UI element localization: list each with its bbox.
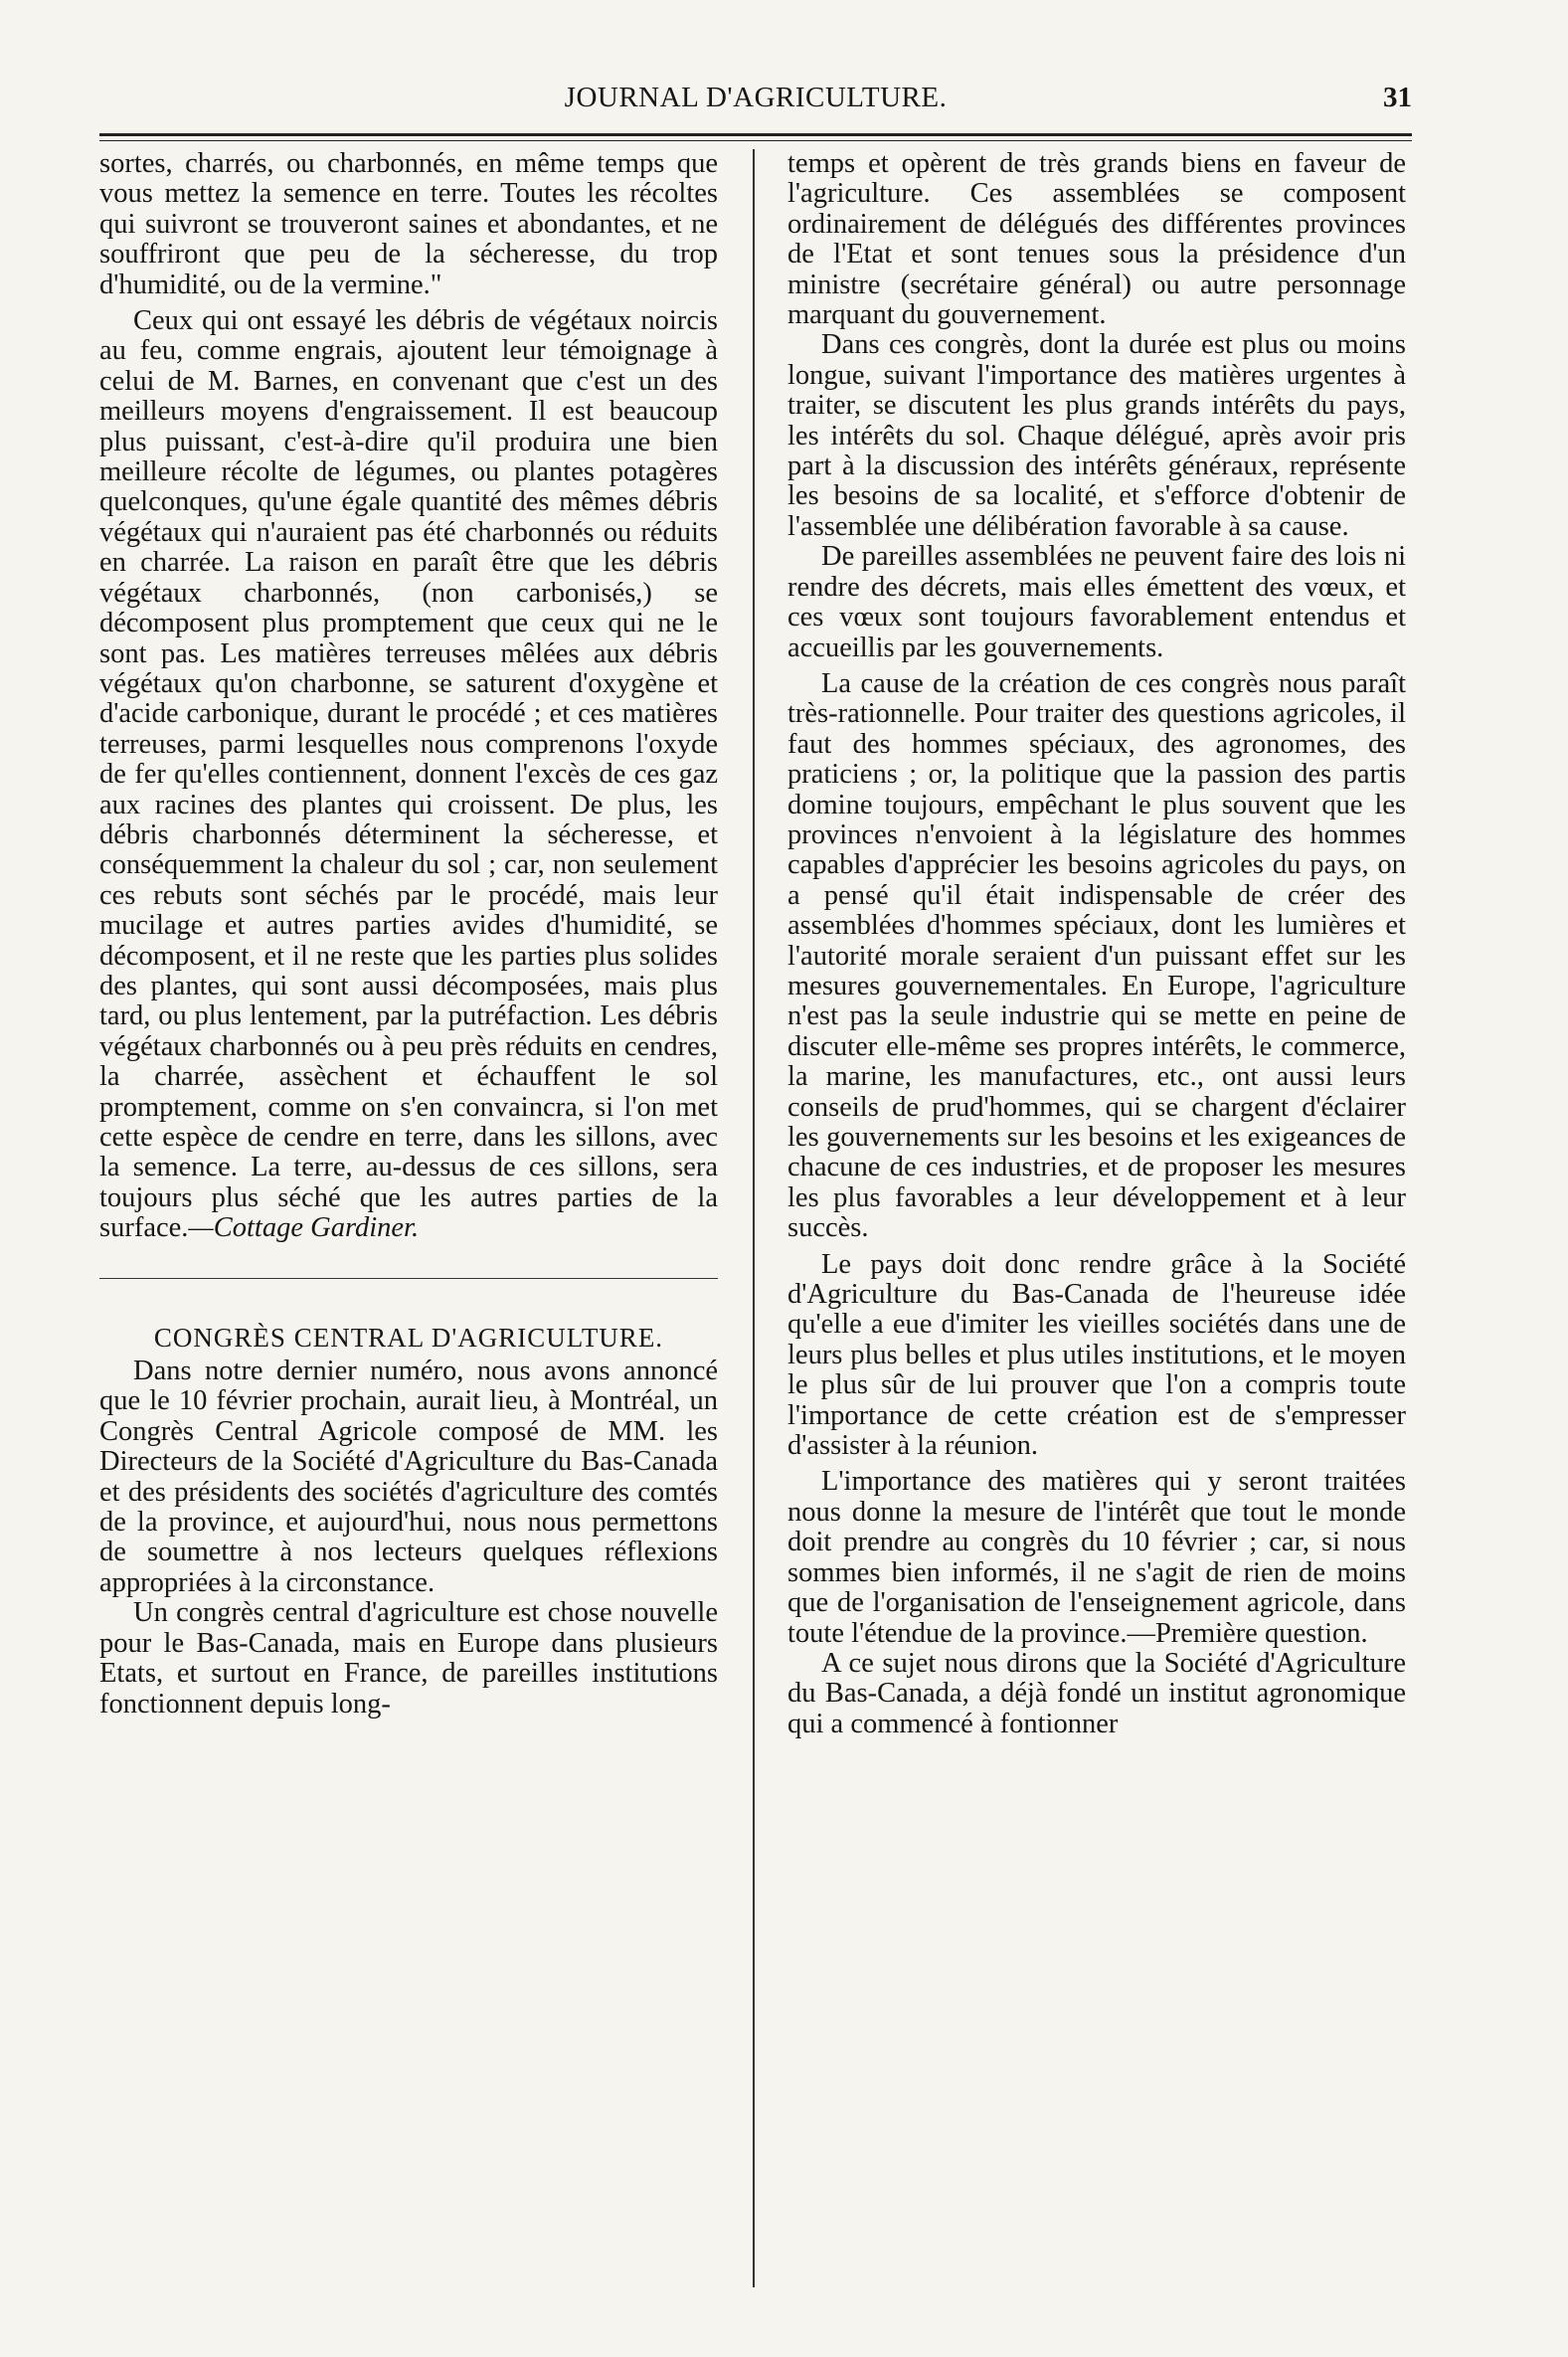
- paragraph: Le pays doit donc rendre grâce à la Société d'Agriculture du Bas-Canada de l'heureuse idée qu'elle a eue d'imiter les vieilles sociétés dans une de leurs plus belles et plus utiles institutions, et le moyen le plus sûr de lui prouver que l'on a compris toute l'importance de cette création est de s'empresser d'assister à la réunion.: [787, 1248, 1406, 1462]
- paragraph: Dans ces congrès, dont la durée est plus ou moins longue, suivant l'importance des matières urgentes à traiter, se discutent les plus grands intérêts du pays, les intérêts du sol. Chaque délégué, après avoir pris part à la discussion des intérêts généraux, représente les besoins de sa localité, et s'efforce d'obtenir de l'assemblée une délibération favorable à sa cause.: [787, 329, 1406, 542]
- page-header: [99, 78, 1412, 117]
- paragraph-text: Ceux qui ont essayé les débris de végétaux noircis au feu, comme engrais, ajoutent leur témoignage à celui de M. Barnes, en convenant que c'est un des meilleurs moyens d'engraissement. Il est beaucoup plus puissant, c'est-à-dire qu'il produira une bien meilleure récolte de légumes, ou plantes potagères quelconques, qu'une égale quantité des mêmes débris végétaux qui n'auraient pas été charbonnés ou réduits en charrée. La raison en paraît être que les débris végétaux charbonnés, (non carbonisés,) se décomposent plus promptement que ceux qui ne le sont pas. Les matières terreuses mêlées aux débris végétaux qu'on charbonne, se saturent d'oxygène et d'acide carbonique, durant le procédé ; et ces matières terreuses, parmi lesquelles nous comprenons l'oxyde de fer qu'elles contiennent, donnent l'excès de ces gaz aux racines des plantes qui croissent. De plus, les débris charbonnés déterminent la sécheresse, et conséquemment la chaleur du sol ; car, non seulement ces rebuts sont séchés par le procédé, mais leur mucilage et autres parties avides d'humidité, se décomposent, et il ne reste que les parties plus solides des plantes, qui sont aussi décomposées, mais plus tard, ou plus lentement, par la putréfaction. Les débris végétaux charbonnés ou à peu près réduits en cendres, la charrée, assèchent et échauffent le sol promptement, comme on s'en convaincra, si l'on met cette espèce de cendre en terre, dans les sillons, avec la semence. La terre, au-dessus de ces sillons, sera toujours plus séché que les autres parties de la surface.: [99, 305, 718, 1244]
- paragraph: sortes, charrés, ou charbonnés, en même temps que vous mettez la semence en terre. Toutes les récoltes qui suivront se trouveront saines et abondantes, et ne souffriront que peu de la sécheresse, du trop d'humidité, ou de la vermine.": [99, 149, 718, 300]
- left-column: [99, 149, 718, 2287]
- paragraph: La cause de la création de ces congrès nous paraît très-rationnelle. Pour traiter des questions agricoles, il faut des hommes spéciaux, des agronomes, des praticiens ; or, la politique que la passion des partis domine toujours, empêchant le plus souvent que les provinces n'envoient à la législature des hommes capables d'apprécier les besoins agricoles du pays, on a pensé qu'il était indispensable de créer des assemblées d'hommes spéciaux, dont les lumières et l'autorité morale seraient d'un puissant effet sur les mesures gouvernementales. En Europe, l'agriculture n'est pas la seule industrie qui se mette en peine de discuter elle-même ses propres intérêts, le commerce, la marine, les manufactures, etc., ont aussi leurs conseils de prud'hommes, qui se chargent d'éclairer les gouvernements sur les besoins et les exigeances de chacune de ces industries, et de proposer les mesures les plus favorables a leur développement et à leur succès.: [787, 667, 1406, 1244]
- section-heading: CONGRÈS CENTRAL D'AGRICULTURE.: [153, 1322, 664, 1353]
- page-number: 31: [1383, 82, 1412, 113]
- paragraph: Dans notre dernier numéro, nous avons annoncé que le 10 février prochain, aurait lieu, à Montréal, un Congrès Central Agricole composé de MM. les Directeurs de la Société d'Agriculture du Bas-Canada et des présidents des sociétés d'agriculture des comtés de la province, et aujourd'hui, nous nous permettons de soumettre à nos lecteurs quelques réflexions appropriées à la circonstance.: [99, 1356, 718, 1598]
- paragraph: temps et opèrent de très grands biens en faveur de l'agriculture. Ces assemblées se composent ordinairement de délégués des différentes provinces de l'Etat et sont tenues sous la présidence d'un ministre (secrétaire général) ou autre personnage marquant du gouvernement.: [787, 149, 1406, 331]
- right-column: [787, 149, 1406, 2287]
- paragraph: L'importance des matières qui y seront traitées nous donne la mesure de l'intérêt que tout le monde doit prendre au congrès du 10 février ; car, si nous sommes bien informés, il ne s'agit de rien de moins que de l'organisation de l'enseignement agricole, dans toute l'étendue de la province.—Première question.: [787, 1466, 1406, 1649]
- header-rule-thick: [99, 133, 1412, 136]
- paragraph: Un congrès central d'agriculture est chose nouvelle pour le Bas-Canada, mais en Europe dans plusieurs Etats, et surtout en France, de pareilles institutions fonctionnent depuis long-: [99, 1597, 718, 1720]
- paragraph: A ce sujet nous dirons que la Société d'Agriculture du Bas-Canada, a déjà fondé un institut agronomique qui a commencé à fontionner: [787, 1647, 1406, 1739]
- section-divider: [99, 1278, 718, 1279]
- source-attribution: —Cottage Gardiner.: [188, 1212, 420, 1244]
- header-rule-thin: [99, 140, 1412, 141]
- running-title: JOURNAL D'AGRICULTURE.: [564, 82, 948, 113]
- paragraph: [99, 306, 718, 1244]
- paragraph: De pareilles assemblées ne peuvent faire des lois ni rendre des décrets, mais elles émettent des vœux, et ces vœux sont toujours favorablement entendus et accueillis par les gouvernements.: [787, 541, 1406, 663]
- column-divider: [753, 149, 755, 2287]
